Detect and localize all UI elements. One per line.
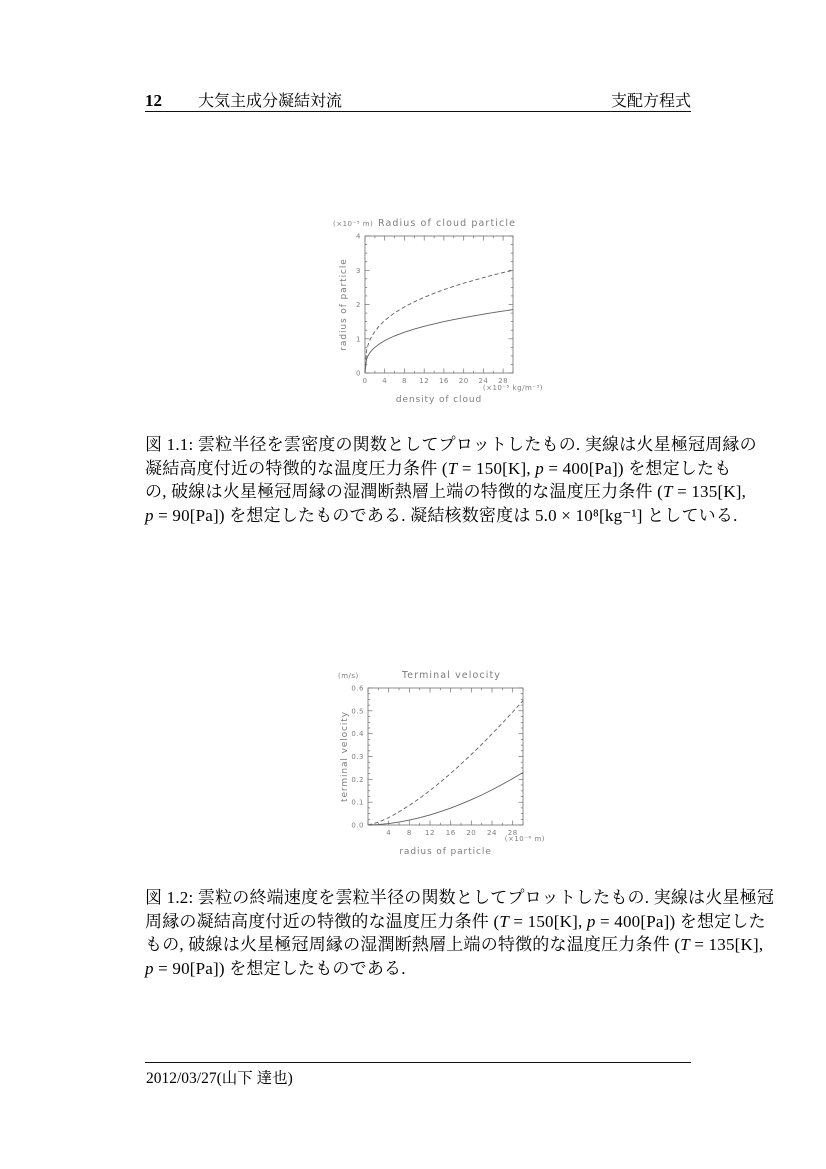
figure-1-2-caption [145, 886, 775, 980]
svg-text:4: 4 [386, 829, 392, 837]
radius-of-cloud-particle-chart [332, 212, 547, 412]
caption-line: もの, 破線は火星極冠周縁の湿潤断熱層上端の特徴的な温度圧力条件 (T = 135[K], [145, 935, 764, 954]
caption-line: 凝結高度付近の特徴的な温度圧力条件 (T = 150[K], p = 400[Pa]) を想定したも [145, 458, 732, 478]
svg-text:density of cloud: density of cloud [395, 395, 483, 405]
page-number: 12 [145, 91, 162, 110]
svg-text:28: 28 [498, 377, 509, 385]
svg-text:0: 0 [356, 369, 361, 378]
header-right-title: 支配方程式 [610, 91, 691, 110]
svg-text:radius of particle: radius of particle [339, 258, 349, 351]
svg-text:0.2: 0.2 [351, 775, 364, 784]
header-left-title: 大気主成分凝結対流 [198, 91, 343, 110]
svg-text:0.6: 0.6 [351, 684, 364, 693]
footer-date-author: 2012/03/27(山下 達也) [146, 1070, 293, 1087]
svg-text:Terminal velocity: Terminal velocity [402, 670, 501, 681]
svg-text:8: 8 [406, 829, 412, 837]
svg-text:3: 3 [356, 266, 361, 275]
svg-text:4: 4 [382, 377, 388, 385]
svg-text:16: 16 [445, 829, 456, 837]
caption-line: p = 90[Pa]) を想定したものである. 凝結核数密度は 5.0 × 10⁸[kg⁻¹] としている. [145, 505, 738, 525]
svg-text:radius of particle: radius of particle [399, 847, 492, 857]
svg-text:12: 12 [419, 377, 430, 385]
caption-line: p = 90[Pa]) を想定したものである. [145, 958, 406, 978]
terminal-velocity-chart [335, 666, 550, 866]
svg-text:1: 1 [356, 335, 361, 344]
caption-line: の, 破線は火星極冠周縁の湿潤断熱層上端の特徴的な温度圧力条件 (T = 135[K], [145, 482, 747, 501]
svg-text:(×10⁻⁶ m): (×10⁻⁶ m) [504, 835, 545, 843]
svg-text:0: 0 [362, 377, 368, 385]
svg-text:(m/s): (m/s) [338, 672, 359, 680]
svg-text:0.5: 0.5 [351, 707, 364, 716]
svg-text:0.0: 0.0 [351, 821, 364, 830]
svg-text:(×10⁻⁵ m): (×10⁻⁵ m) [333, 220, 374, 228]
caption-line: 図 1.2: 雲粒の終端速度を雲粒半径の関数としてプロットしたもの. 実線は火星極冠 [145, 888, 775, 907]
figure-1-1-caption [145, 433, 757, 527]
svg-text:4: 4 [356, 232, 361, 241]
svg-text:0.4: 0.4 [351, 730, 364, 739]
svg-text:terminal velocity: terminal velocity [340, 711, 350, 802]
svg-text:28: 28 [507, 829, 518, 837]
svg-text:20: 20 [458, 377, 469, 385]
svg-text:20: 20 [466, 829, 477, 837]
footer-rule [145, 1062, 691, 1063]
caption-line: 図 1.1: 雲粒半径を雲密度の関数としてプロットしたもの. 実線は火星極冠周縁の [145, 435, 757, 454]
caption-line: 周縁の凝結高度付近の特徴的な温度圧力条件 (T = 150[K], p = 400[Pa]) を想定した [145, 911, 766, 931]
svg-text:8: 8 [402, 377, 407, 385]
svg-text:12: 12 [425, 829, 435, 837]
page-header [145, 88, 691, 108]
svg-text:0.3: 0.3 [351, 753, 364, 761]
svg-text:24: 24 [487, 829, 497, 837]
svg-text:24: 24 [478, 377, 489, 385]
svg-text:(×10⁻⁵ kg/m⁻³): (×10⁻⁵ kg/m⁻³) [482, 384, 543, 392]
svg-text:16: 16 [438, 377, 449, 385]
svg-text:2: 2 [356, 301, 361, 309]
svg-text:Radius of cloud particle: Radius of cloud particle [377, 218, 517, 229]
svg-text:0.1: 0.1 [351, 798, 364, 807]
header-rule [145, 111, 691, 112]
